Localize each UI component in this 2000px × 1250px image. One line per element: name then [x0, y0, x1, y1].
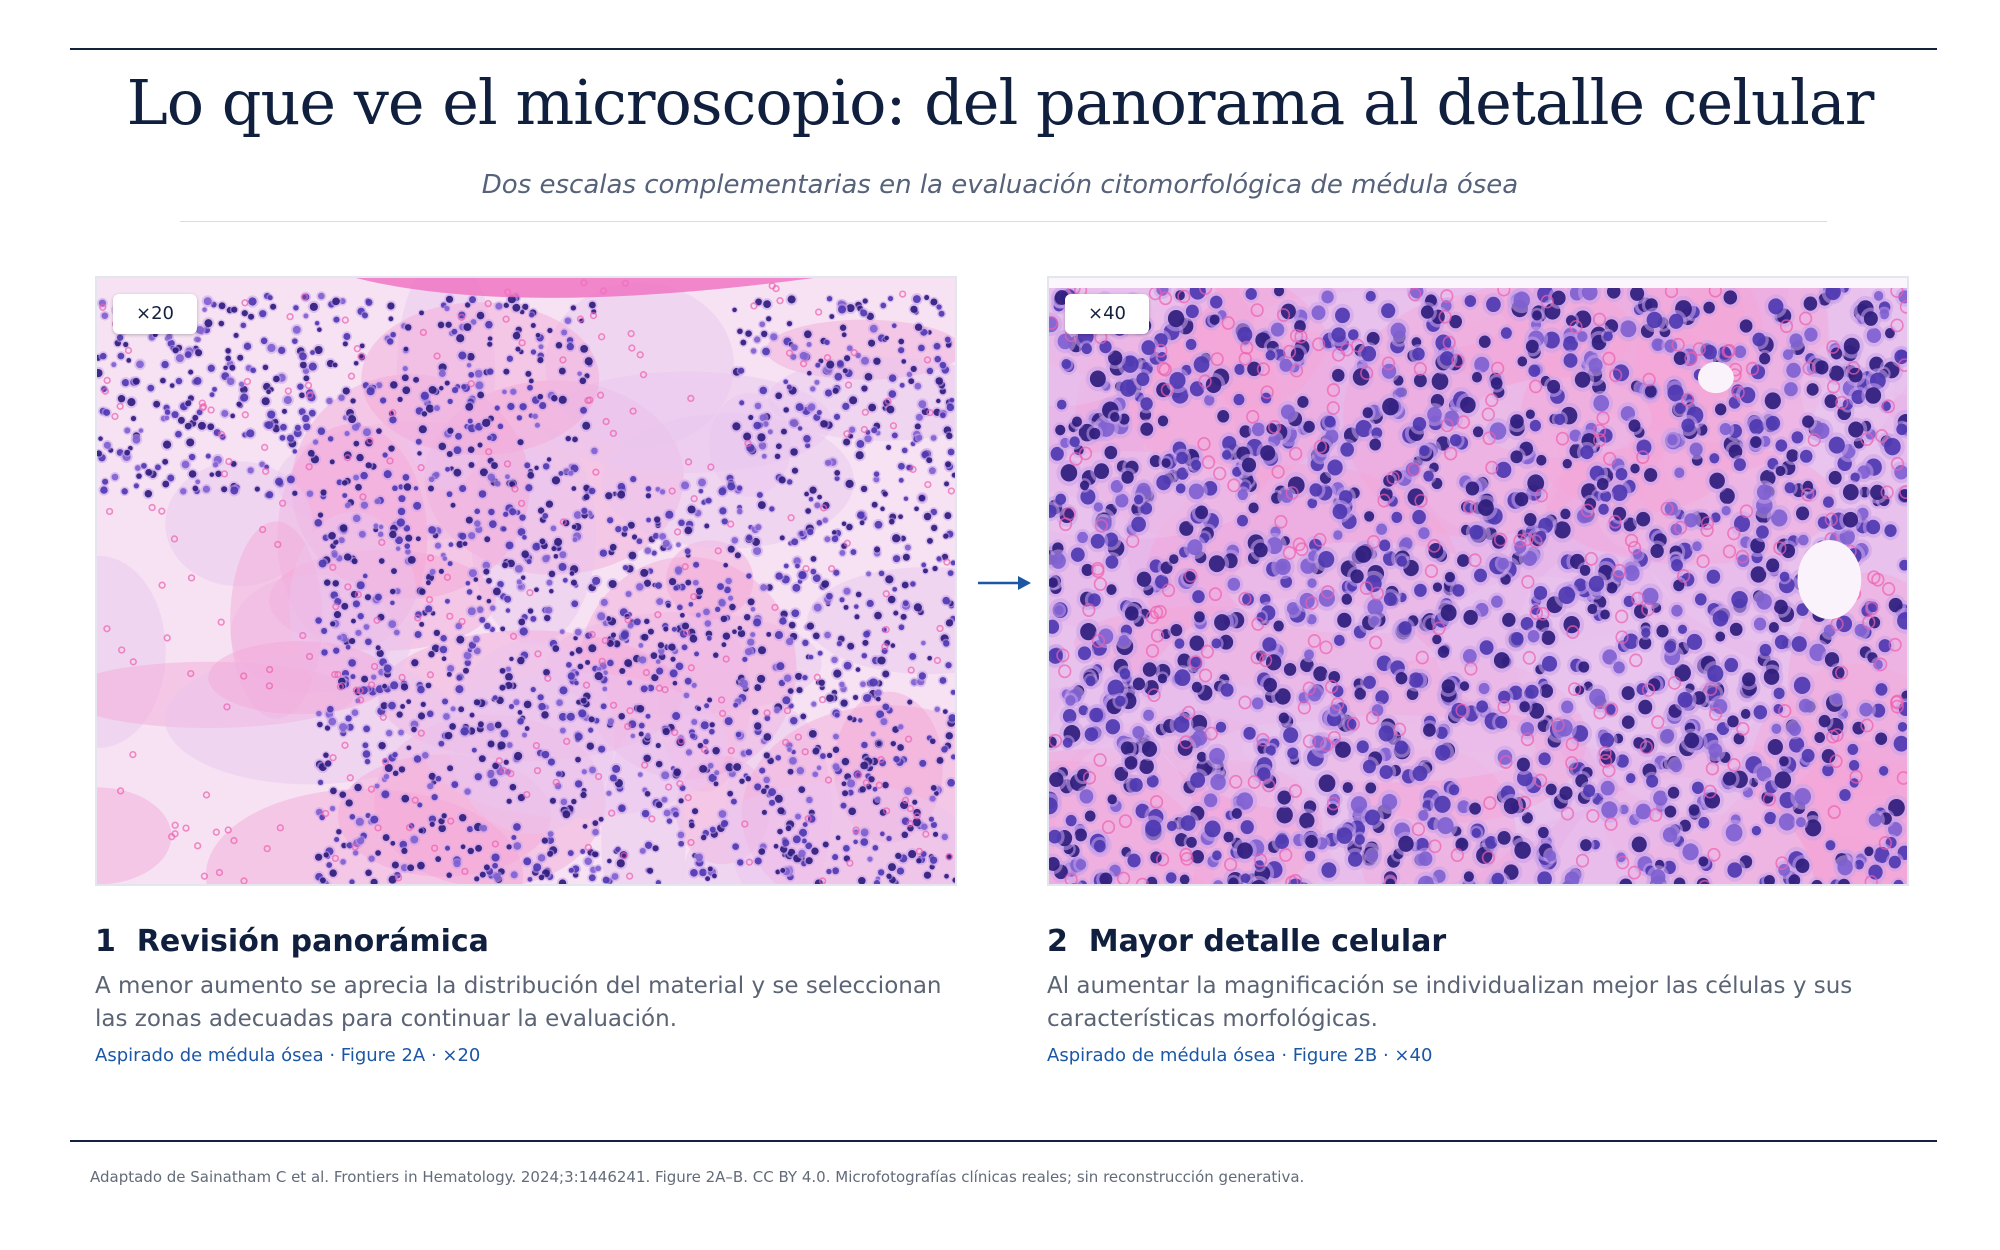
caption-title-2: [1047, 924, 1446, 959]
step-title: Revisión panorámica: [136, 924, 489, 959]
micrograph-40x-image: [1049, 288, 1907, 886]
caption-source-2: Aspirado de médula ósea · Figure 2B · ×40: [1047, 1045, 1433, 1066]
magnification-badge: ×40: [1065, 294, 1149, 334]
caption-title-1: [95, 924, 489, 959]
micrograph-20x-image: [97, 278, 955, 884]
footer-citation: Adaptado de Sainatham C et al. Frontiers in Hematology. 2024;3:1446241. Figure 2A–B. CC BY 4.0. Microfotografías clínicas reales; sin reconstrucción generativa.: [90, 1168, 1305, 1186]
bottom-rule: [70, 1140, 1937, 1142]
caption-text-2: Al aumentar la magnificación se individualizan mejor las células y sus características morfológicas.: [1047, 973, 1853, 1032]
caption-source-1: Aspirado de médula ósea · Figure 2A · ×20: [95, 1045, 481, 1066]
step-number: 2: [1047, 924, 1068, 959]
micrograph-panel-20x: [95, 276, 957, 886]
subtitle-divider: [180, 221, 1827, 222]
top-rule: [70, 48, 1937, 50]
arrow-right-icon: [976, 571, 1032, 595]
micrograph-panel-40x: [1047, 276, 1909, 886]
caption-text-1: A menor aumento se aprecia la distribución del material y se seleccionan las zonas adecuadas para continuar la evaluación.: [95, 973, 942, 1032]
page-title: Lo que ve el microscopio: del panorama al detalle celular: [126, 66, 1874, 139]
magnification-badge: ×20: [113, 294, 197, 334]
step-number: 1: [95, 924, 116, 959]
step-title: Mayor detalle celular: [1088, 924, 1447, 959]
page-subtitle: Dos escalas complementarias en la evaluación citomorfológica de médula ósea: [481, 170, 1519, 200]
